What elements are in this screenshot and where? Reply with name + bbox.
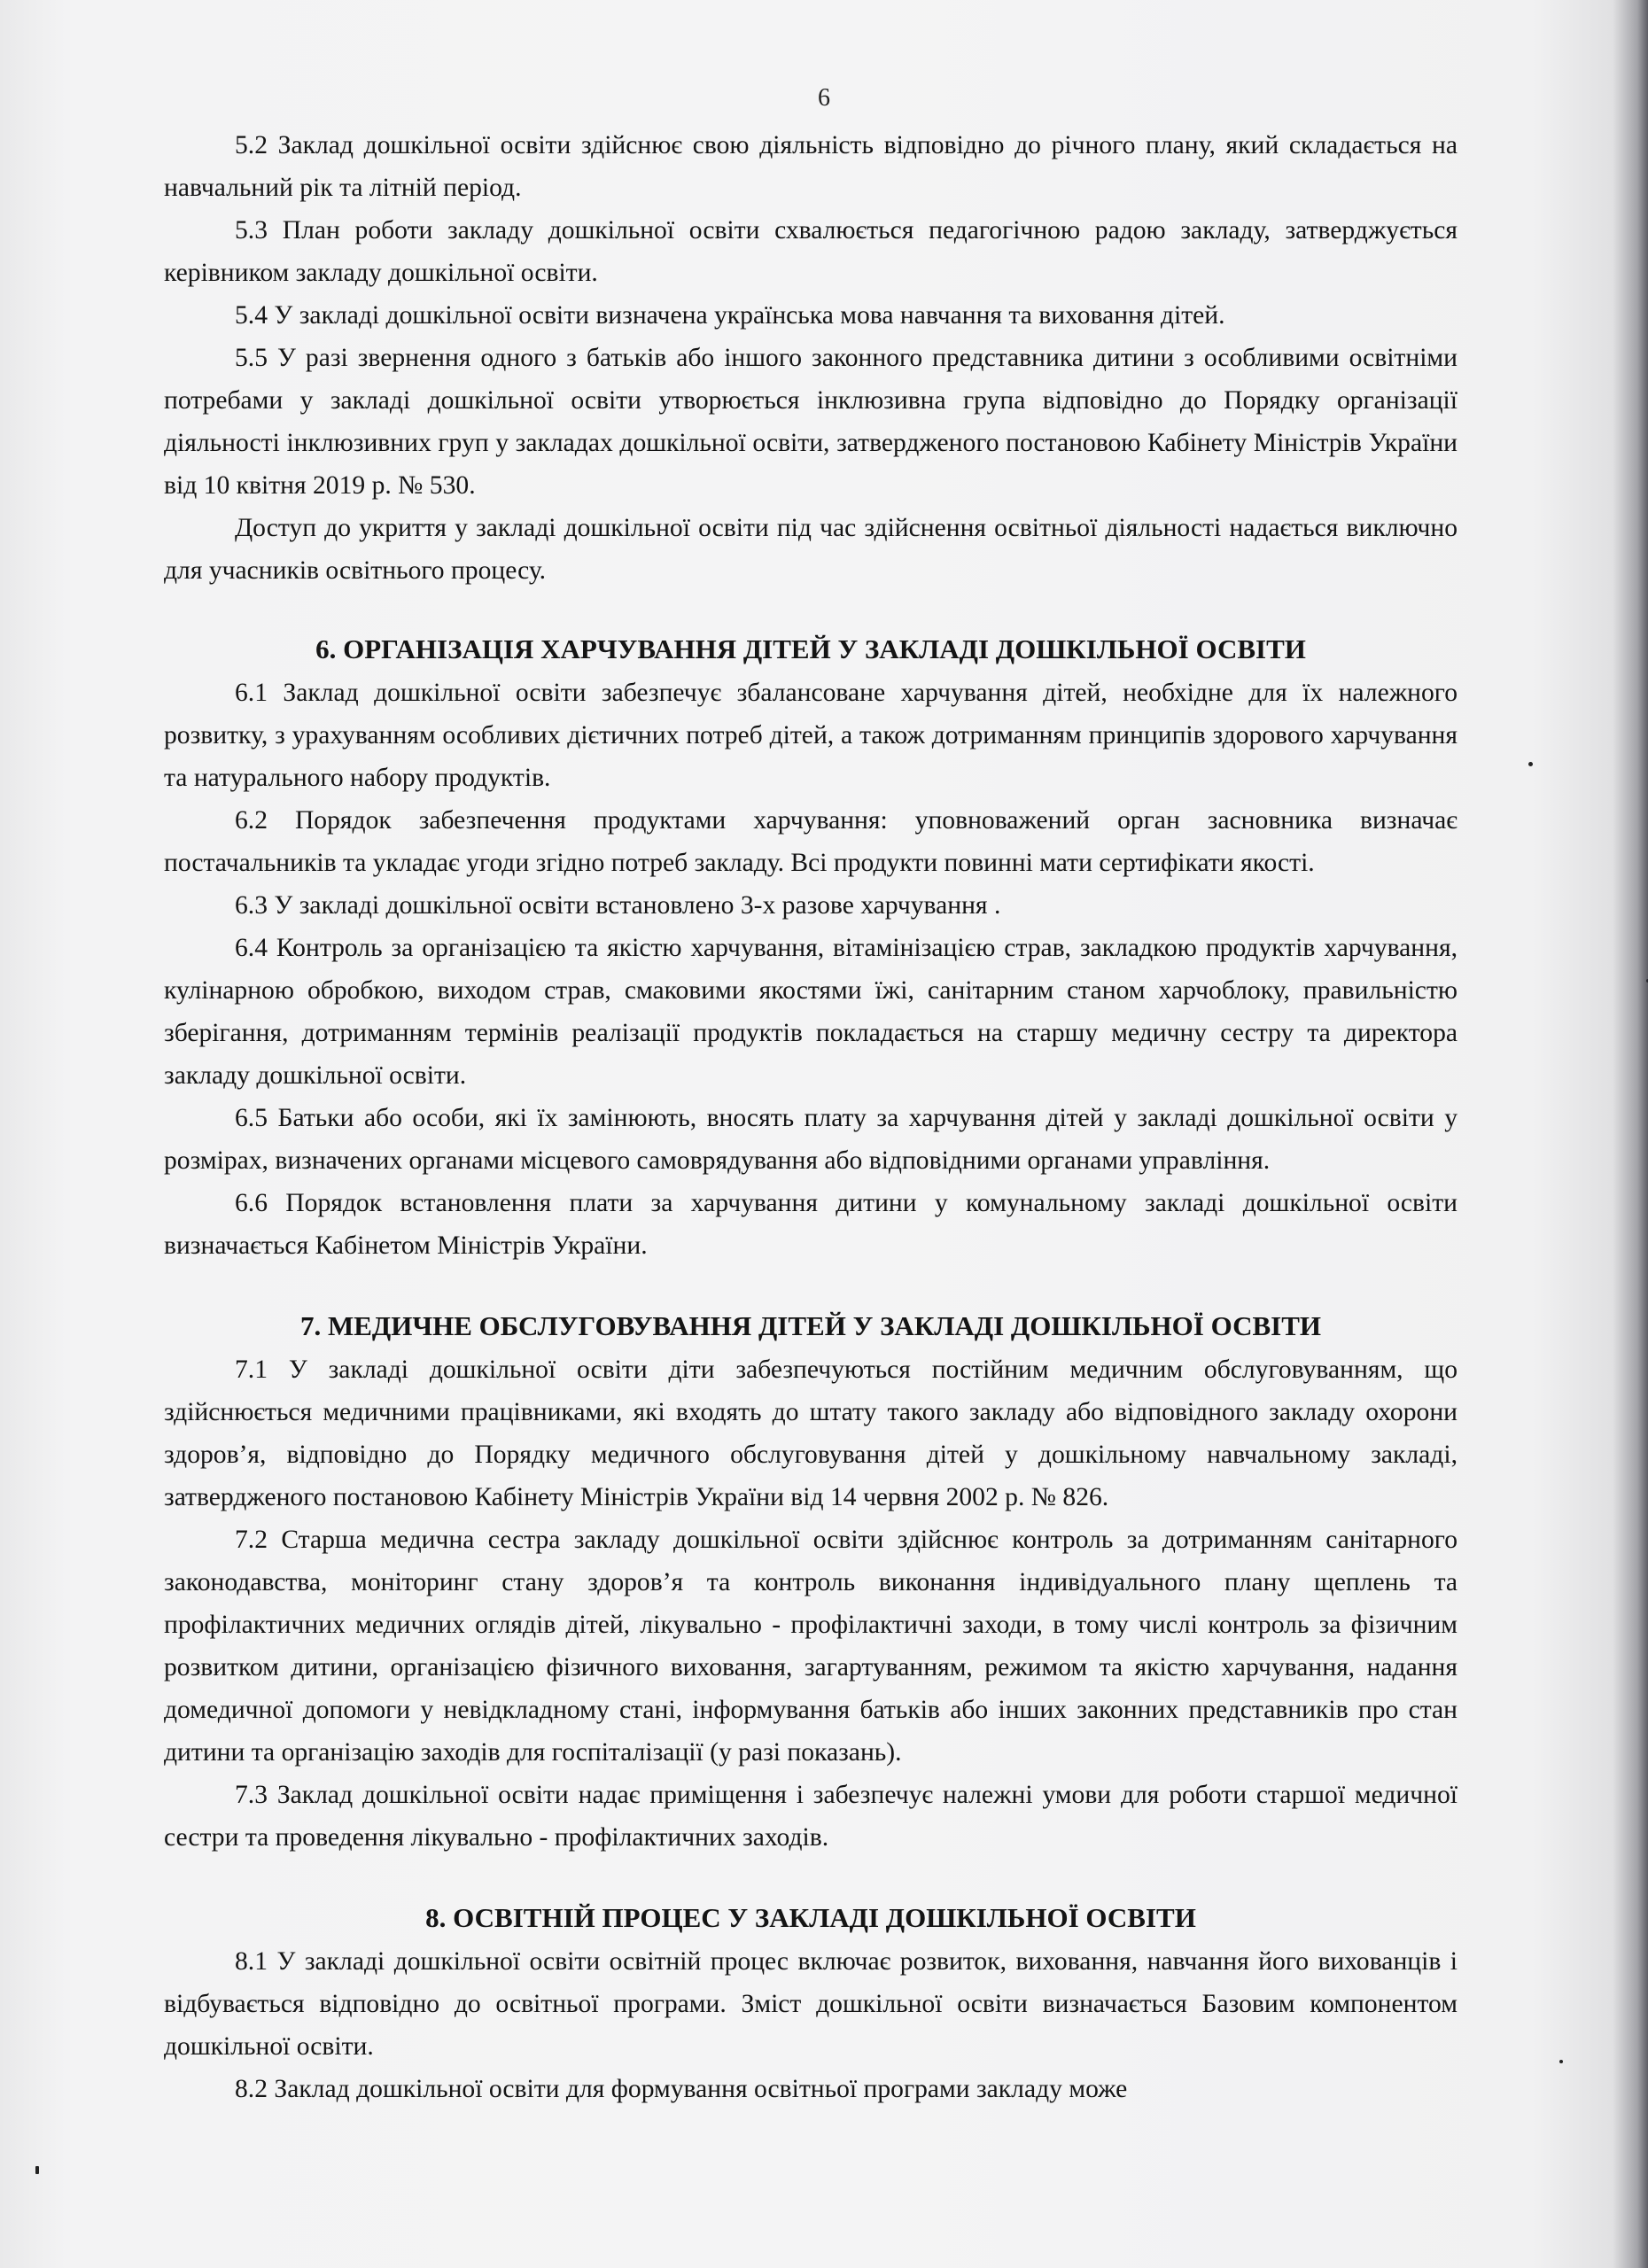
- scan-speck: [1559, 2060, 1563, 2063]
- paragraph-5-5: 5.5 У разі звернення одного з батьків або іншого законного представника дитини з особливими освітніми потребами у закладі дошкільної освіти утворюється інклюзивна група відповідно до Порядку організації діяльності інклюзивних груп у закладах дошкільної освіти, затвердженого постановою Кабінету Міністрів України від 10 квітня 2019 р. № 530.: [164, 344, 1458, 500]
- paragraph-6-5: 6.5 Батьки або особи, які їх замінюють, вносять плату за харчування дітей у закладі дошкільної освіти у розмірах, визначених органами місцевого самоврядування або відповідними органами управління.: [164, 1104, 1458, 1175]
- paragraph-6-1: 6.1 Заклад дошкільної освіти забезпечує збалансоване харчування дітей, необхідне для їх належного розвитку, з урахуванням особливих дієтичних потреб дітей, а також дотриманням принципів здорового харчування та натурального набору продуктів.: [164, 679, 1458, 792]
- paragraph-6-2: 6.2 Порядок забезпечення продуктами харчування: уповноважений орган засновника визначає постачальників та укладає угоди згідно потреб закладу. Всі продукти повинні мати сертифікати якості.: [164, 806, 1458, 877]
- section-8-heading: 8. ОСВІТНІЙ ПРОЦЕС У ЗАКЛАДІ ДОШКІЛЬНОЇ ОСВІТИ: [425, 1902, 1196, 1933]
- paragraph-5-2: 5.2 Заклад дошкільної освіти здійснює свою діяльність відповідно до річного плану, який складається на навчальний рік та літній період.: [164, 131, 1458, 202]
- section-6-nutrition: [164, 627, 1458, 1267]
- scan-edge-shadow: [1613, 0, 1648, 2268]
- scan-speck: [1528, 762, 1533, 766]
- paragraph-6-6: 6.6 Порядок встановлення плати за харчування дитини у комунальному закладі дошкільної освіти визначається Кабінетом Міністрів України.: [164, 1189, 1458, 1260]
- paragraph-5-4: 5.4 У закладі дошкільної освіти визначена українська мова навчання та виховання дітей.: [235, 301, 1225, 330]
- page-number: 6: [818, 84, 830, 112]
- paragraph-7-1: 7.1 У закладі дошкільної освіти діти забезпечуються постійним медичним обслуговуванням, що здійснюється медичними працівниками, які входять до штату такого закладу або відповідного закладу охорони здоров’я, відповідно до Порядку медичного обслуговування дітей у дошкільному навчальному закладі, затвердженого постановою Кабінету Міністрів України від 14 червня 2002 р. № 826.: [164, 1355, 1458, 1511]
- section-5-continuation: [164, 124, 1458, 592]
- section-6-heading: 6. ОРГАНІЗАЦІЯ ХАРЧУВАННЯ ДІТЕЙ У ЗАКЛАДІ ДОШКІЛЬНОЇ ОСВІТИ: [315, 633, 1306, 664]
- document-body: [164, 124, 1458, 2110]
- paragraph-7-2: 7.2 Старша медична сестра закладу дошкільної освіти здійснює контроль за дотриманням санітарного законодавства, моніторинг стану здоров’я та контроль виконання індивідуального плану щеплень та профілактичних медичних оглядів дітей, лікувально - профілактичні заходи, в тому числі контроль за фізичним розвитком дитини, організацією фізичного виховання, загартуванням, режимом та якістю харчування, надання домедичної допомоги у невідкладному стані, інформування батьків або інших законних представників про стан дитини та організацію заходів для госпіталізації (у разі показань).: [164, 1526, 1458, 1767]
- section-7-medical: [164, 1304, 1458, 1859]
- section-7-heading: 7. МЕДИЧНЕ ОБСЛУГОВУВАННЯ ДІТЕЙ У ЗАКЛАДІ ДОШКІЛЬНОЇ ОСВІТИ: [299, 1310, 1321, 1341]
- paragraph-6-3: 6.3 У закладі дошкільної освіти встановлено 3-х разове харчування .: [235, 891, 1001, 920]
- scan-speck: [35, 2166, 39, 2174]
- paragraph-6-4: 6.4 Контроль за організацією та якістю харчування, вітамінізацією страв, закладкою продуктів харчування, кулінарною обробкою, виходом страв, смаковими якостями їжі, санітарним станом харчоблоку, правильністю зберігання, дотриманням термінів реалізації продуктів покладається на старшу медичну сестру та директора закладу дошкільної освіти.: [164, 934, 1458, 1090]
- paragraph-5-3: 5.3 План роботи закладу дошкільної освіти схвалюється педагогічною радою закладу, затверджується керівником закладу дошкільної освіти.: [164, 216, 1458, 287]
- paragraph-8-2: 8.2 Заклад дошкільної освіти для формування освітньої програми закладу може: [235, 2075, 1128, 2103]
- paragraph-shelter-access: Доступ до укриття у закладі дошкільної освіти під час здійснення освітньої діяльності надається виключно для учасників освітнього процесу.: [164, 514, 1458, 585]
- section-8-educational-process: [164, 1896, 1458, 2110]
- paragraph-8-1: 8.1 У закладі дошкільної освіти освітній процес включає розвиток, виховання, навчання його вихованців і відбувається відповідно до освітньої програми. Зміст дошкільної освіти визначається Базовим компонентом дошкільної освіти.: [164, 1947, 1458, 2061]
- paragraph-7-3: 7.3 Заклад дошкільної освіти надає приміщення і забезпечує належні умови для роботи старшої медичної сестри та проведення лікувально - профілактичних заходів.: [164, 1781, 1458, 1852]
